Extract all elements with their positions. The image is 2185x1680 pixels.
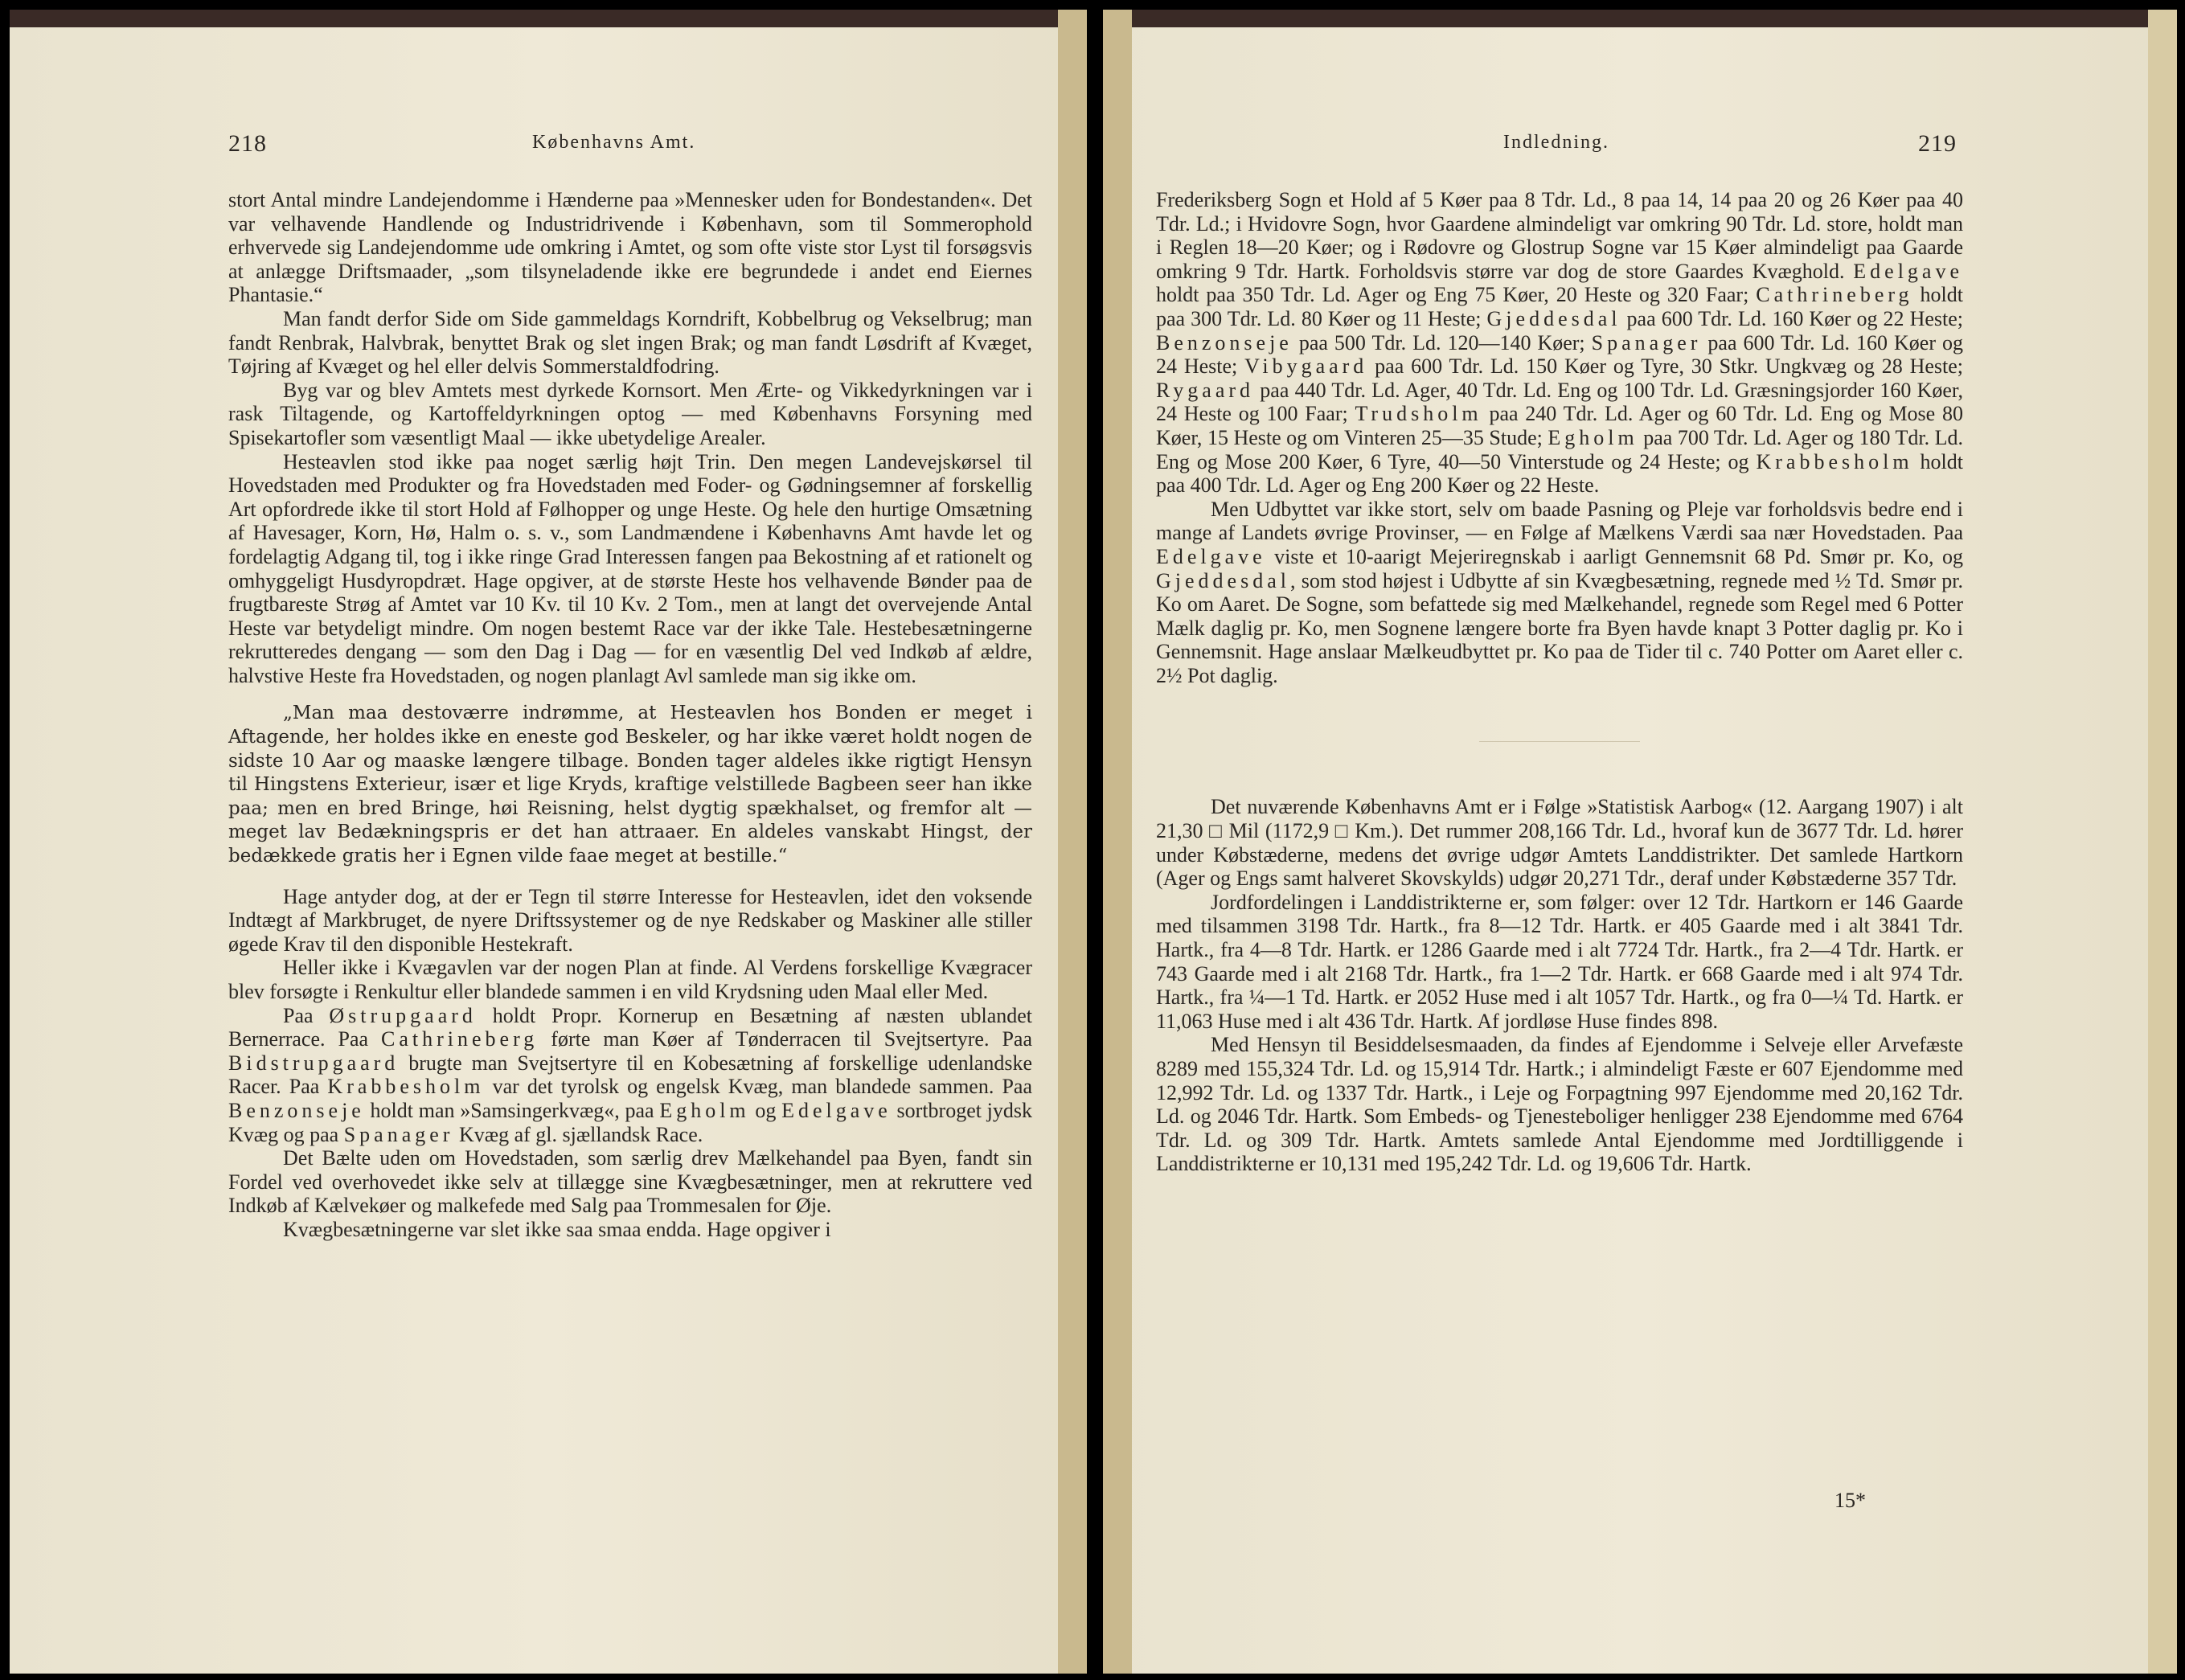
estate-name: Trudsholm — [1355, 402, 1482, 426]
page-top-edge — [10, 10, 1087, 27]
estate-name: Bidstrupgaard — [228, 1051, 400, 1075]
paragraph: Med Hensyn til Besiddelsesmaaden, da findes af Ejendomme i Selveje eller Arvefæste 8289 med 155,324 Tdr. Ld. og 15,914 Tdr. Hartk.; i almindeligt Fæste er 607 Ejendomme med 12,992 Tdr. Ld. og 1337 Tdr. Hartk., i Leje og Forpagtning 997 Ejendomme med 20,162 Tdr. Ld. og 2046 Tdr. Hartk. Som Embeds- og Tjenesteboliger henligger 238 Ejendomme med 6764 Tdr. Ld. og 309 Tdr. Hartk. Amtets samlede Antal Ejendomme med Jordtilliggende i Landdistrikterne er 10,131 med 195,242 Tdr. Ld. og 19,606 Tdr. Hartk. — [1156, 1033, 1963, 1176]
estate-name: Spanager — [1591, 330, 1702, 354]
estate-name: Gjeddesdal — [1486, 306, 1621, 330]
estate-name: Cathrineberg — [381, 1027, 539, 1051]
paragraph: Det nuværende Københavns Amt er i Følge »Statistisk Aarbog« (12. Aargang 1907) i alt 21,30 □ Mil (1172,9 □ Km.). Det rummer 208,166 Tdr. Ld., hvoraf kun de 3677 Tdr. Ld. hører under Købstæderne, medens det øvrige udgør Amtets Landdistrikter. Det samlede Hartkorn (Ager og Engs samt halveret Skovskylds) udgør 20,271 Tdr., deraf under Købstæderne 357 Tdr. — [1156, 795, 1963, 891]
paragraph — [228, 1004, 1032, 1147]
paragraph: Hage antyder dog, at der er Tegn til større Interesse for Hesteavlen, idet den voksende Indtægt af Markbruget, de nyere Driftssystemer og de nye Redskaber og Maskiner alle stiller øgede Krav til den disponible Hestekraft. — [228, 884, 1032, 956]
text-run: Kvæg af gl. sjællandsk Race. — [453, 1122, 703, 1146]
text-run: holdt paa 350 Tdr. Ld. Ager og Eng 75 Køer, 20 Heste og 320 Faar; — [1156, 283, 1757, 307]
text-run: , som stod højest i Udbytte af sin Kvægbesætning, regnede med ½ Td. Smør pr. Ko om Aaret. De Sogne, som befattede sig med Mælkehandel, regnede som Regel med 6 Potter Mælk daglig pr. Ko, men Sognene længere borte fra Byen havde knapt 3 Potter daglig pr. Ko i Gennemsnit. Hage anslaar Mælkeudbyttet pr. Ko paa de Tider til c. 740 Potter om Aaret eller c. 2½ Pot daglig. — [1156, 568, 1963, 687]
left-page — [10, 10, 1087, 1674]
page-top-edge — [1103, 10, 2177, 27]
paragraph — [1156, 188, 1963, 498]
running-head: Indledning. — [1503, 132, 1609, 153]
estate-name: Benzonseje — [228, 1098, 365, 1122]
running-head: Københavns Amt. — [532, 132, 696, 153]
paragraph — [1156, 498, 1963, 688]
section-divider — [1479, 741, 1640, 742]
text-run: paa 440 Tdr. Ld. Ager, 40 Tdr. Ld. Eng og 100 Tdr. Ld. Græsningsjorder 160 Køer, 24 Heste og 100 Faar; — [1156, 378, 1963, 426]
block-quote: „Man maa destoværre indrømme, at Hesteavlen hos Bonden er meget i Aftagende, her holdes ikke en eneste god Beskeler, og har ikke været holdt nogen de sidste 10 Aar og maaske længere tilbage. Bonden tager aldeles ikke rigtigt Hensyn til Hingstens Exterieur, især et lige Kryds, kraftige velstillede Bagbeen seer han ikke paa; men en bred Bringe, høi Reisning, helst dygtig spækhalset, og fremfor alt — meget lav Bedækningspris er det han attraaer. En aldeles vanskabt Hingst, der bedækkede gratis her i Egnen vilde faae meget at bestille.“ — [228, 703, 1032, 867]
text-run: paa 500 Tdr. Ld. 120—140 Køer; — [1292, 330, 1592, 354]
page-number: 218 — [228, 130, 267, 157]
text-run: paa 600 Tdr. Ld. 160 Køer og 24 Heste; — [1156, 330, 1963, 379]
estate-name: Krabbesholm — [1756, 449, 1913, 473]
text-run: viste et 10-aarigt Mejeriregnskab i aarligt Gennemsnit 68 Pd. Smør pr. Ko, og — [1265, 544, 1963, 568]
text-run: var det tyrolsk og engelsk Kvæg, man blandede sammen. Paa — [484, 1075, 1032, 1099]
paragraph: Byg var og blev Amtets mest dyrkede Kornsort. Men Ærte- og Vikkedyrkningen var i rask Tiltagende, og Kartoffeldyrkningen optog — med Københavns Forsyning med Spisekartofler som væsentligt Maal — ikke ubetydelige Arealer. — [228, 378, 1032, 449]
estate-name: Spanager — [343, 1122, 454, 1146]
paragraph: Kvægbesætningerne var slet ikke saa smaa endda. Hage opgiver i — [283, 1217, 831, 1241]
estate-name: Rygaard — [1156, 378, 1255, 402]
signature-mark: 15* — [1834, 1489, 1866, 1512]
estate-name: Edelgave — [1156, 544, 1266, 568]
text-run: paa 600 Tdr. Ld. 160 Køer og 22 Heste; — [1621, 306, 1963, 330]
estate-name: Benzonseje — [1156, 330, 1293, 354]
estate-name: Egholm — [659, 1098, 750, 1122]
text-run: paa 700 Tdr. Ld. Ager og 180 Tdr. Ld. Eng og Mose 200 Køer, 6 Tyre, 40—50 Vinterstude og 24 Heste; og — [1156, 425, 1963, 473]
text-run: holdt Propr. Kornerup en Besætning af næsten ublandet Bernerrace. Paa — [228, 1003, 1032, 1051]
section-gap — [1156, 687, 1963, 795]
estate-name: Edelgave — [1853, 259, 1963, 283]
text-run: Men Udbyttet var ikke stort, selv om baade Pasning og Pleje var forholdsvis bedre end i mange af Landets øvrige Provinser, — en Følge af Mælkens Værdi saa nær Hovedstaden. Paa — [1156, 497, 1963, 545]
page-edge — [2148, 10, 2177, 1674]
paragraph: Heller ikke i Kvægavlen var der nogen Plan at finde. Al Verdens forskellige Kvægracer blev forsøgte i Renkultur eller blandede sammen i en vild Krydsning uden Maal eller Med. — [228, 956, 1032, 1003]
text-run: Frederiksberg Sogn et Hold af 5 Køer paa 8 Tdr. Ld., 8 paa 14, 14 paa 20 og 26 Køer paa 40 Tdr. Ld.; i Hvidovre Sogn, hvor Gaardene almindeligt var omkring 90 Tdr. Ld. store, holdt man i Reglen 18—20 Køer; og i Rødovre og Glostrup Sogne var 15 Køer almindeligt paa Gaarde omkring 9 Tdr. Hartk. Forholdsvis større var dog de store Gaardes Kvæghold. — [1156, 188, 1963, 283]
page-header — [1103, 130, 2177, 162]
text-run: Paa — [283, 1003, 330, 1027]
estate-name: Gjeddesdal — [1156, 568, 1290, 592]
text-run: og — [749, 1098, 782, 1122]
estate-name: Østrupgaard — [329, 1003, 477, 1027]
text-run: holdt paa 300 Tdr. Ld. 80 Køer og 11 Heste; — [1156, 283, 1963, 330]
paragraph: Det Bælte uden om Hovedstaden, som særlig drev Mælkehandel paa Byen, fandt sin Fordel ved overhovedet ikke selv at tillægge sine Kvægbesætninger, men at rekruttere ved Indkøb af Kælvekøer og malkefede med Salg paa Trommesalen for Øje. — [228, 1146, 1032, 1218]
text-run: holdt man »Samsingerkvæg«, paa — [364, 1098, 660, 1122]
paragraph: stort Antal mindre Landejendomme i Hænderne paa »Mennesker uden for Bondestanden«. Det var velhavende Handlende og Industridrivende i København, som til Sommerophold erhvervede sig Landejendomme ude omkring i Amtet, og som ofte viste stor Lyst til forsøgsvis at anlægge Driftsmaader, „som tilsyneladende ikke ere begrundede i andet end Eiernes Phantasie.“ — [228, 188, 1032, 307]
estate-name: Vibygaard — [1244, 354, 1368, 379]
text-column — [1156, 188, 1963, 1176]
page-header — [10, 130, 1087, 162]
page-gutter — [1058, 10, 1087, 1674]
text-run: paa 240 Tdr. Ld. Ager og 60 Tdr. Ld. Eng og Mose 80 Køer, 15 Heste og om Vinteren 25—35 Stude; — [1156, 402, 1963, 449]
text-run: førte man Køer af Tønderracen til Svejtsertyre. Paa — [538, 1027, 1032, 1051]
estate-name: Egholm — [1548, 425, 1638, 449]
estate-name: Krabbesholm — [327, 1075, 485, 1099]
text-column — [228, 188, 1032, 1242]
text-run: paa 600 Tdr. Ld. 150 Køer og Tyre, 30 Stkr. Ungkvæg og 28 Heste; — [1367, 354, 1963, 379]
estate-name: Edelgave — [781, 1098, 892, 1122]
paragraph: Jordfordelingen i Landdistrikterne er, som følger: over 12 Tdr. Hartkorn er 146 Gaarde med tilsammen 3198 Tdr. Hartk., fra 8—12 Tdr. Hartk. er 405 Gaarde med i alt 3841 Tdr. Hartk., fra 4—8 Tdr. Hartk. er 1286 Gaarde med i alt 7724 Tdr. Hartk., fra 2—4 Tdr. Hartk. er 743 Gaarde med i alt 2168 Tdr. Hartk., fra 1—2 Tdr. Hartk. er 668 Gaarde med i alt 974 Tdr. Hartk., fra ¼—1 Td. Hartk. er 2052 Huse med i alt 1057 Tdr. Hartk., og fra 0—¼ Td. Hartk. er 11,063 Huse med i alt 436 Tdr. Hartk. Af jordløse Huse findes 898. — [1156, 890, 1963, 1033]
text-run: holdt paa 400 Tdr. Ld. Ager og Eng 200 Køer og 22 Heste. — [1156, 449, 1963, 498]
estate-name: Cathrineberg — [1756, 283, 1913, 307]
text-run: sortbroget jydsk Kvæg og paa — [228, 1098, 1033, 1146]
text-run: brugte man Svejtsertyre til en Kobesætning af forskellige udenlandske Racer. Paa — [228, 1051, 1032, 1099]
paragraph: Hesteavlen stod ikke paa noget særlig højt Trin. Den megen Landevejskørsel til Hovedstaden med Produkter og fra Hovedstaden med Foder- og Gødningsemner af forskellig Art opfordrede ikke til stort Hold af Følhopper og unge Heste. Og hele den hurtige Omsætning af Havesager, Korn, Hø, Halm o. s. v., som Landmændene i Københavns Amt havde let og fordelagtig Adgang til, tog i ikke ringe Grad Interessen fangen paa Bekostning af et rationelt og omhyggeligt Husdyropdræt. Hage opgiver, at de største Heste hos velhavende Bønder paa de frugtbareste Strøg af Amtet var 10 Kv. til 10 Kv. 2 Tom., men at langt det overvejende Antal Heste var betydeligt mindre. Om nogen bestemt Race var der ikke Tale. Hestebesætningerne rekrutteredes dengang — som den Dag i Dag — for en væsentlig Del ved Indkøb af ældre, halvstive Heste fra Hovedstaden, og nogen planlagt Avl samlede man sig ikke om. — [228, 449, 1032, 687]
page-number: 219 — [1918, 130, 1957, 157]
page-gutter — [1103, 10, 1132, 1674]
paragraph: Man fandt derfor Side om Side gammeldags Korndrift, Kobbelbrug og Vekselbrug; man fandt Renbrak, Halvbrak, benyttet Brak og slet ingen Brak; og man fandt Løsdrift af Kvæget, Tøjring af Kvæget og hel eller delvis Sommerstaldfodring. — [228, 306, 1032, 379]
right-page — [1103, 10, 2177, 1674]
